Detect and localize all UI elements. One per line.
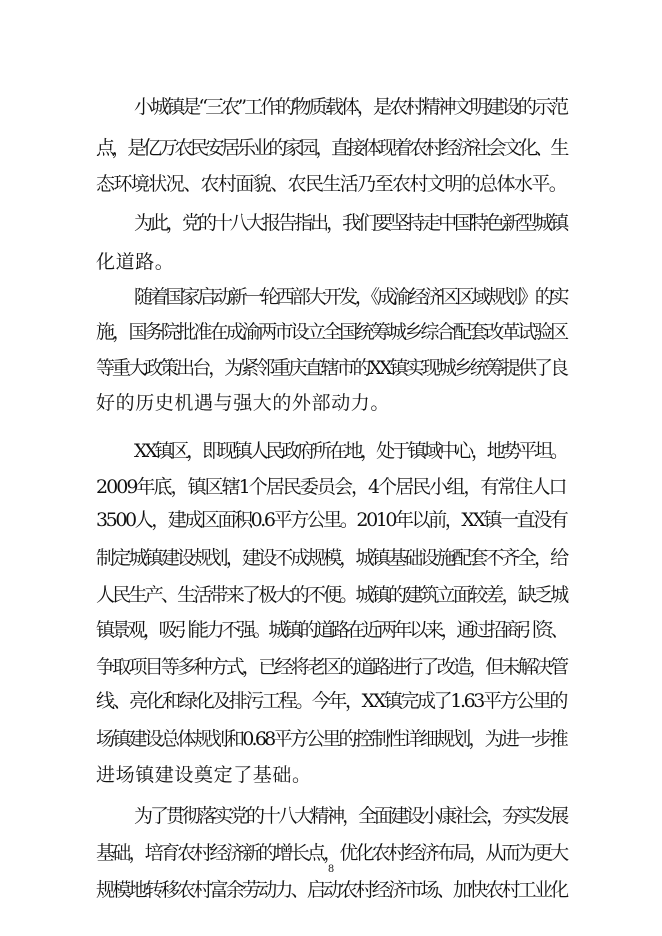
text-line: 化道路。 xyxy=(96,251,175,273)
text-line: 镇景观，吸引能力不强。城镇的道路在近两年以来，通过招商引资、 xyxy=(96,619,567,641)
text-line: 好的历史机遇与强大的外部动力。 xyxy=(96,392,391,414)
text-line: 场镇建设总体规划和0.68平方公里的控制性详细规划，为进一步推 xyxy=(96,728,566,750)
text-line: 人民生产、生活带来了极大的不便。城镇的建筑立面较差，缺乏城 xyxy=(96,584,567,606)
text-line: 3500人，建成区面积0.6平方公里。2010年以前，XX镇一直没有 xyxy=(96,509,567,531)
text-line: 等重大政策出台，为紧邻重庆直辖市的XX镇实现城乡统筹提供了良 xyxy=(96,357,567,379)
text-line: 态环境状况、农村面貌、农民生活乃至农村文明的总体水平。 xyxy=(96,173,567,195)
text-line: 施，国务院批准在成渝两市设立全国统筹城乡综合配套改革试验区 xyxy=(96,321,567,343)
text-line: 规模地转移农村富余劳动力、启动农村经济市场、加快农村工业化 xyxy=(96,879,567,901)
text-line: 线、亮化和绿化及排污工程。今年，XX镇完成了1.63平方公里的 xyxy=(96,690,566,712)
page-number: 8 xyxy=(327,864,335,875)
text-line: 点，是亿万农民安居乐业的家园，直接体现着农村经济社会文化、生 xyxy=(96,137,567,159)
text-line: 进场镇建设奠定了基础。 xyxy=(96,764,312,786)
text-line: 制定城镇建设规划，建设不成规模，城镇基础设施配套不齐全，给 xyxy=(96,547,567,569)
text-line: 基础，培育农村经济新的增长点，优化农村经济布局，从而为更大 xyxy=(96,842,567,864)
text-line: 随着国家启动新一轮西部大开发，《成渝经济区区域规划》的实 xyxy=(134,286,567,308)
text-line: XX镇区，即现镇人民政府所在地，处于镇域中心，地势平坦。 xyxy=(134,440,566,462)
text-line: 为了贯彻落实党的十八大精神，全面建设小康社会，夯实发展 xyxy=(134,805,567,827)
text-line: 小城镇是“三农”工作的物质载体，是农村精神文明建设的示范 xyxy=(134,96,567,118)
text-line: 争取项目等多种方式，已经将老区的道路进行了改造，但未解决管 xyxy=(96,656,567,678)
text-line: 2009年底，镇区辖1个居民委员会，4个居民小组，有常住人口 xyxy=(96,476,566,498)
text-line: 为此，党的十八大报告指出，我们要坚持走中国特色新型城镇 xyxy=(134,212,567,234)
